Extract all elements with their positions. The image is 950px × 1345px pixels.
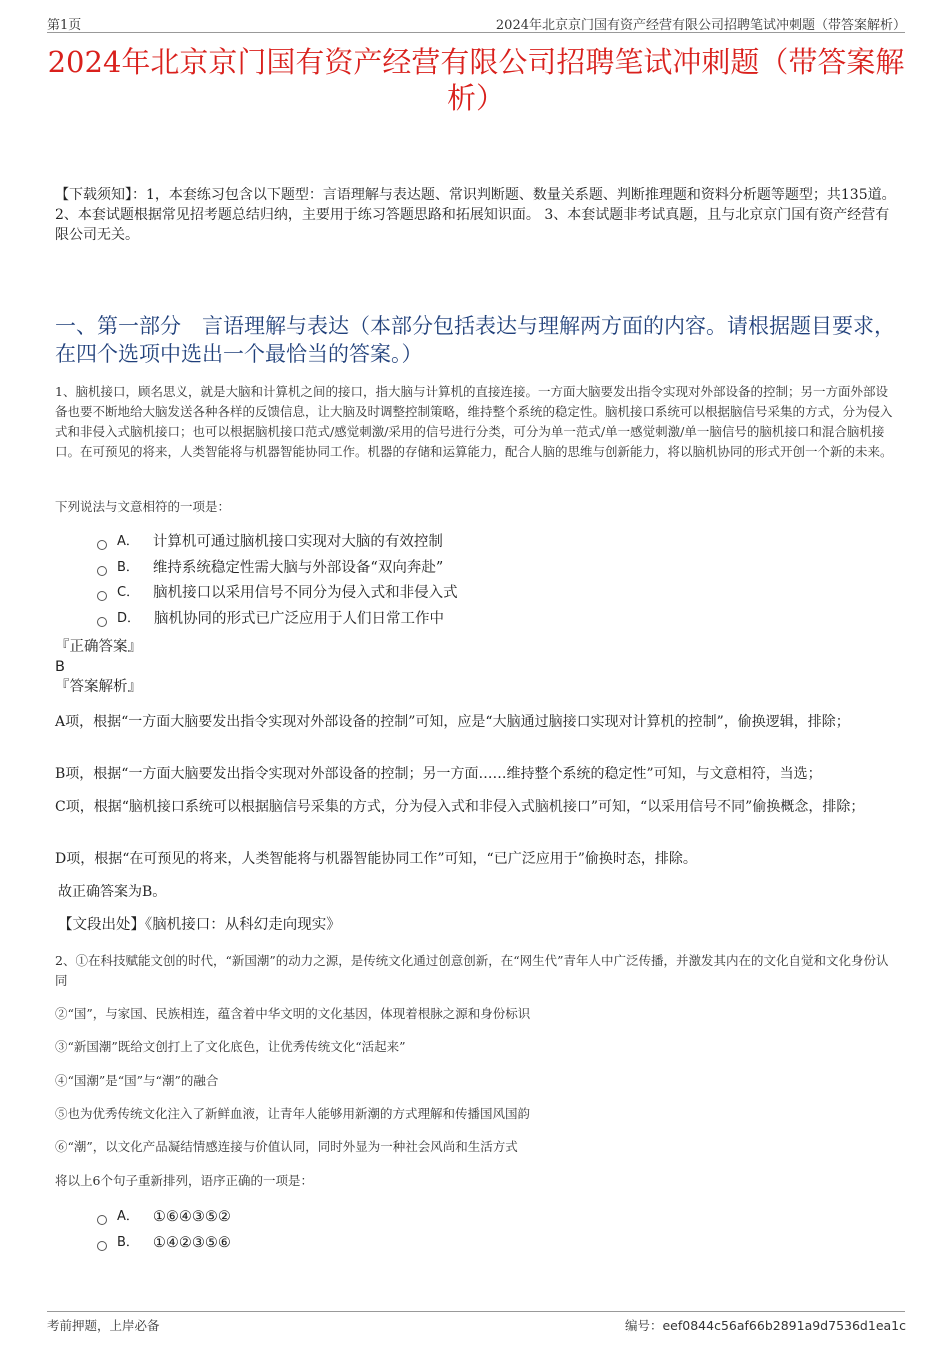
q2-sentence-5: ⑤也为优秀传统文化注入了新鲜血液，让青年人能够用新潮的方式理解和传播国风国韵 (55, 1106, 531, 1121)
analysis-label: 『答案解析』 (55, 679, 142, 695)
option-letter: B． (117, 560, 139, 575)
option-text: ①⑥④③⑤② (152, 1209, 231, 1225)
running-title: 2024年北京京门国有资产经营有限公司招聘笔试冲刺题（带答案解析） (495, 18, 906, 33)
passage-source: 【文段出处】《脑机接口：从科幻走向现实》 (58, 917, 341, 933)
question-1-prompt: 下列说法与文意相符的一项是： (55, 499, 231, 514)
q2-sentence-1: 2、①在科技赋能文创的时代，“新国潮”的动力之源，是传统文化通过创意创新，在“网生代”青年人中广泛传播，并激发其内在的文化自觉和文化身份认同 (55, 953, 889, 988)
explanation-d: D项，根据“在可预见的将来，人类智能将与机器智能协同工作”可知，“已广泛应用于”偷换时态，排除。 (55, 851, 697, 867)
q2-option-a[interactable] (97, 1208, 231, 1226)
q2-option-b[interactable] (97, 1234, 231, 1252)
q1-option-c[interactable] (97, 584, 458, 602)
radio-icon[interactable] (97, 1241, 107, 1251)
explanation-b: B项，根据“一方面大脑要发出指令实现对外部设备的控制；另一方面……维持整个系统的稳定性”可知，与文意相符，当选； (55, 766, 822, 782)
q1-option-d[interactable] (97, 610, 444, 628)
document-code (625, 1316, 906, 1334)
footer-slogan: 考前押题，上岸必备 (47, 1318, 160, 1333)
radio-icon[interactable] (97, 540, 107, 550)
option-text: 计算机可通过脑机接口实现对大脑的有效控制 (152, 534, 443, 550)
q2-sentence-4: ④“国潮”是“国”与“潮”的融合 (55, 1073, 219, 1088)
q2-sentence-3: ③“新国潮”既给文创打上了文化底色，让优秀传统文化“活起来” (55, 1039, 406, 1054)
radio-icon[interactable] (97, 591, 107, 601)
question-2-prompt: 将以上6个句子重新排列，语序正确的一项是： (55, 1173, 313, 1188)
q1-option-a[interactable] (97, 533, 443, 551)
final-answer: 故正确答案为B。 (58, 884, 167, 900)
option-letter: B． (117, 1235, 139, 1250)
explanation-c: C项，根据“脑机接口系统可以根据脑信号采集的方式，分为侵入式和非侵入式脑机接口”可知，“以采用信号不同”偷换概念，排除； (55, 799, 865, 815)
code-value: eef0844c56af66b2891a9d7536d1ea1c (662, 1318, 906, 1333)
download-notice: 【下载须知】：1，本套练习包含以下题型：言语理解与表达题、常识判断题、数量关系题、判断推理题和资料分析题等题型；共135道。 2、本套试题根据常见招考题总结归纳，主要用于练习答题思路和拓展知识面。 3、本套试题非考试真题，且与北京京门国有资产经营有限公司无关。 (55, 187, 896, 243)
question-1-passage: 1、脑机接口，顾名思义，就是大脑和计算机之间的接口，指大脑与计算机的直接连接。一方面大脑要发出指令实现对外部设备的控制；另一方面外部设备也要不断地给大脑发送各种各样的反馈信息，让大脑及时调整控制策略，维持整个系统的稳定性。脑机接口系统可以根据脑信号采集的方式，分为侵入式和非侵入式脑机接口；也可以根据脑机接口范式/感觉刺激/采用的信号进行分类，可分为单一范式/单一感觉刺激/单一脑信号的脑机接口和混合脑机接口。在可预见的将来，人类智能将与机器智能协同工作。机器的存储和运算能力，配合人脑的思维与创新能力，将以脑机协同的形式开创一个新的未来。 (55, 384, 893, 459)
option-text: ①④②③⑤⑥ (152, 1235, 231, 1251)
answer-label: 『正确答案』 (55, 639, 142, 655)
option-text: 脑机接口以采用信号不同分为侵入式和非侵入式 (153, 585, 458, 601)
footer-divider (47, 1311, 905, 1312)
radio-icon[interactable] (97, 617, 107, 627)
option-text: 维持系统稳定性需大脑与外部设备“双向奔赴” (152, 560, 444, 576)
correct-answer: B (55, 659, 65, 675)
q2-sentence-6: ⑥“潮”，以文化产品凝结情感连接与价值认同，同时外显为一种社会风尚和生活方式 (55, 1139, 518, 1154)
option-letter: C． (117, 585, 140, 600)
explanation-a: A项，根据“一方面大脑要发出指令实现对外部设备的控制”可知，应是“大脑通过脑接口实现对计算机的控制”，偷换逻辑，排除； (55, 714, 850, 730)
option-letter: A． (117, 1209, 139, 1224)
page-number: 第1页 (47, 18, 82, 33)
radio-icon[interactable] (97, 566, 107, 576)
header-divider (47, 32, 905, 33)
option-letter: D． (117, 611, 141, 626)
q1-option-b[interactable] (97, 559, 443, 577)
section-heading: 一、第一部分 言语理解与表达（本部分包括表达与理解两方面的内容。请根据题目要求，在四个选项中选出一个最恰当的答案。） (55, 314, 895, 366)
document-title: 2024年北京京门国有资产经营有限公司招聘笔试冲刺题（带答案解析） (47, 45, 905, 115)
option-letter: A． (117, 534, 139, 549)
q2-sentence-2: ②“国”，与家国、民族相连，蕴含着中华文明的文化基因，体现着根脉之源和身份标识 (55, 1006, 531, 1021)
code-label: 编号： (624, 1318, 663, 1333)
option-text: 脑机协同的形式已广泛应用于人们日常工作中 (154, 611, 445, 627)
radio-icon[interactable] (97, 1215, 107, 1225)
